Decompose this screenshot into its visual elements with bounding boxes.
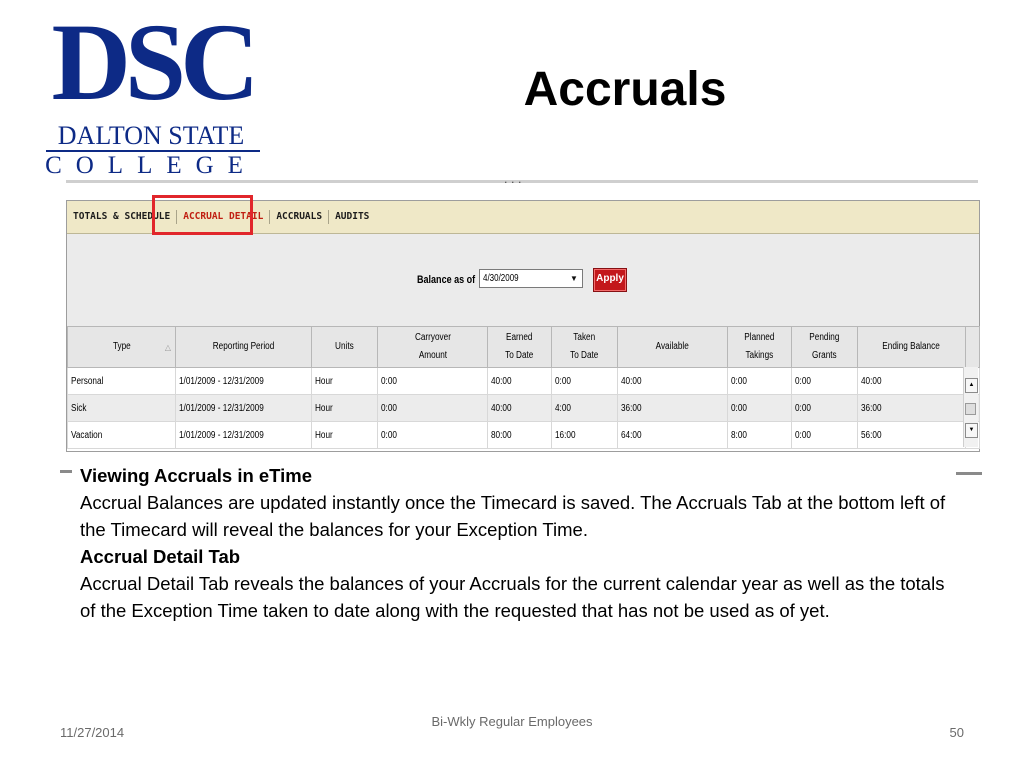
table-cell xyxy=(858,422,966,449)
balance-filter-area xyxy=(67,234,979,326)
table-cell-value: 40:00 xyxy=(491,375,512,387)
accrual-detail-highlight xyxy=(152,195,253,235)
table-cell-value: Sick xyxy=(71,402,87,414)
tab-totals-schedule[interactable]: TOTALS & SCHEDULE xyxy=(67,210,177,224)
footer-title: Bi-Wkly Regular Employees xyxy=(431,714,593,729)
column-header[interactable] xyxy=(858,327,966,368)
table-cell-value: Hour xyxy=(315,402,333,414)
accruals-panel xyxy=(66,200,980,452)
column-header-label: Type xyxy=(112,341,131,352)
table-cell xyxy=(618,368,728,395)
table-cell xyxy=(618,395,728,422)
table-cell-value: 0:00 xyxy=(795,429,811,441)
column-header-label: Carryover Amount xyxy=(414,332,451,361)
tab-accruals[interactable]: ACCRUALS xyxy=(270,210,329,224)
sort-arrow-icon[interactable]: △ xyxy=(164,343,171,352)
table-cell-value: 36:00 xyxy=(621,402,642,414)
page-number: 50 xyxy=(949,725,964,740)
accruals-table xyxy=(67,326,980,449)
column-header-label: Taken To Date xyxy=(570,332,599,361)
table-cell-value: 16:00 xyxy=(555,429,576,441)
table-cell-value: 40:00 xyxy=(621,375,642,387)
logo-college-line: COLLEGE xyxy=(45,152,257,179)
dropdown-arrow-icon[interactable]: ▼ xyxy=(570,274,578,283)
column-header[interactable] xyxy=(68,327,176,368)
paragraph-accrual-detail: Accrual Detail Tab reveals the balances of your Accruals for the current calendar year as well as the totals of the Exception Time taken to date along with the requested that has not be used as of yet. xyxy=(80,573,945,621)
header-spacer xyxy=(966,327,980,368)
table-cell-value: 80:00 xyxy=(491,429,512,441)
table-cell xyxy=(68,368,176,395)
balance-as-of-label: Balance as of xyxy=(417,274,476,286)
tab-accrual-detail[interactable]: ACCRUAL DETAIL xyxy=(177,210,270,224)
table-cell-value: Vacation xyxy=(71,429,103,441)
table-body xyxy=(68,368,980,449)
table-cell-value: Hour xyxy=(315,429,333,441)
table-row[interactable] xyxy=(68,395,980,422)
column-header[interactable] xyxy=(488,327,552,368)
table-cell xyxy=(378,368,488,395)
table-cell xyxy=(858,395,966,422)
table-cell-value: 1/01/2009 - 12/31/2009 xyxy=(179,429,264,441)
table-header-row xyxy=(68,327,980,368)
column-header[interactable] xyxy=(378,327,488,368)
ellipsis-icon: · · · xyxy=(504,176,522,189)
table-cell-value: Personal xyxy=(71,375,104,387)
table-cell xyxy=(68,395,176,422)
column-header-label: Planned Takings xyxy=(744,332,775,361)
table-cell-value: 8:00 xyxy=(731,429,747,441)
column-header[interactable] xyxy=(176,327,312,368)
table-cell-value: 0:00 xyxy=(381,375,397,387)
table-cell xyxy=(312,368,378,395)
table-cell xyxy=(618,422,728,449)
tab-audits[interactable]: AUDITS xyxy=(335,211,370,222)
table-cell xyxy=(488,395,552,422)
column-header[interactable] xyxy=(618,327,728,368)
table-cell-value: 0:00 xyxy=(555,375,571,387)
logo-name-line: DALTON STATE xyxy=(57,121,245,150)
table-cell xyxy=(552,422,618,449)
table-cell xyxy=(728,422,792,449)
column-header[interactable] xyxy=(728,327,792,368)
table-cell xyxy=(312,395,378,422)
table-cell xyxy=(378,395,488,422)
table-cell xyxy=(728,368,792,395)
slide-title: Accruals xyxy=(523,63,727,116)
scroll-up-icon[interactable]: ▲ xyxy=(965,378,978,393)
heading-accrual-detail-tab: Accrual Detail Tab xyxy=(80,546,241,567)
table-cell xyxy=(728,395,792,422)
table-cell xyxy=(792,368,858,395)
scroll-thumb[interactable] xyxy=(965,403,976,415)
column-header[interactable] xyxy=(552,327,618,368)
table-cell xyxy=(792,395,858,422)
table-cell-value: 0:00 xyxy=(731,375,747,387)
column-header[interactable] xyxy=(792,327,858,368)
slide-body xyxy=(80,462,960,624)
window-top-border xyxy=(66,180,978,183)
table-cell xyxy=(68,422,176,449)
table-cell-value: 0:00 xyxy=(731,402,747,414)
table-cell-value: 40:00 xyxy=(491,402,512,414)
column-header-label: Pending Grants xyxy=(809,332,840,361)
table-cell xyxy=(488,368,552,395)
logo-mark: DSC xyxy=(51,1,254,123)
table-cell xyxy=(792,422,858,449)
paragraph-accrual-balances: Accrual Balances are updated instantly once the Timecard is saved. The Accruals Tab at the bottom left of the Timecard will reveal the balances for your Exception Time. xyxy=(80,492,946,540)
column-header-label: Ending Balance xyxy=(882,341,941,352)
heading-viewing-accruals: Viewing Accruals in eTime xyxy=(80,465,313,486)
table-cell xyxy=(552,368,618,395)
column-header-label: Units xyxy=(335,341,354,352)
frame-edge-left xyxy=(60,470,72,473)
table-cell-value: 36:00 xyxy=(861,402,882,414)
apply-button[interactable]: Apply xyxy=(593,268,627,292)
table-cell-value: 56:00 xyxy=(861,429,882,441)
column-header-label: Available xyxy=(655,341,690,352)
table-cell-value: 0:00 xyxy=(795,402,811,414)
college-logo xyxy=(40,1,265,179)
table-cell-value: 4:00 xyxy=(555,402,571,414)
column-header-label: Reporting Period xyxy=(212,341,275,352)
table-row[interactable] xyxy=(68,368,980,395)
table-cell-value: 1/01/2009 - 12/31/2009 xyxy=(179,375,264,387)
table-cell xyxy=(488,422,552,449)
table-cell-value: 0:00 xyxy=(795,375,811,387)
table-cell xyxy=(176,422,312,449)
column-header-label: Earned To Date xyxy=(505,332,534,361)
etime-screenshot xyxy=(64,178,980,478)
table-cell-value: Hour xyxy=(315,375,333,387)
table-cell-value: 0:00 xyxy=(381,429,397,441)
scroll-down-icon[interactable]: ▼ xyxy=(965,423,978,438)
table-scrollbar[interactable] xyxy=(963,367,978,447)
table-cell xyxy=(858,368,966,395)
table-cell-value: 64:00 xyxy=(621,429,642,441)
table-cell xyxy=(176,395,312,422)
table-cell-value: 40:00 xyxy=(861,375,882,387)
balance-date-select[interactable] xyxy=(479,269,583,288)
table-cell-value: 0:00 xyxy=(381,402,397,414)
footer-date: 11/27/2014 xyxy=(60,725,125,740)
column-header[interactable] xyxy=(312,327,378,368)
table-cell xyxy=(312,422,378,449)
table-cell xyxy=(552,395,618,422)
table-cell-value: 1/01/2009 - 12/31/2009 xyxy=(179,402,264,414)
table-cell xyxy=(378,422,488,449)
table-cell xyxy=(176,368,312,395)
balance-date-value: 4/30/2009 xyxy=(483,273,519,284)
table-row[interactable] xyxy=(68,422,980,449)
